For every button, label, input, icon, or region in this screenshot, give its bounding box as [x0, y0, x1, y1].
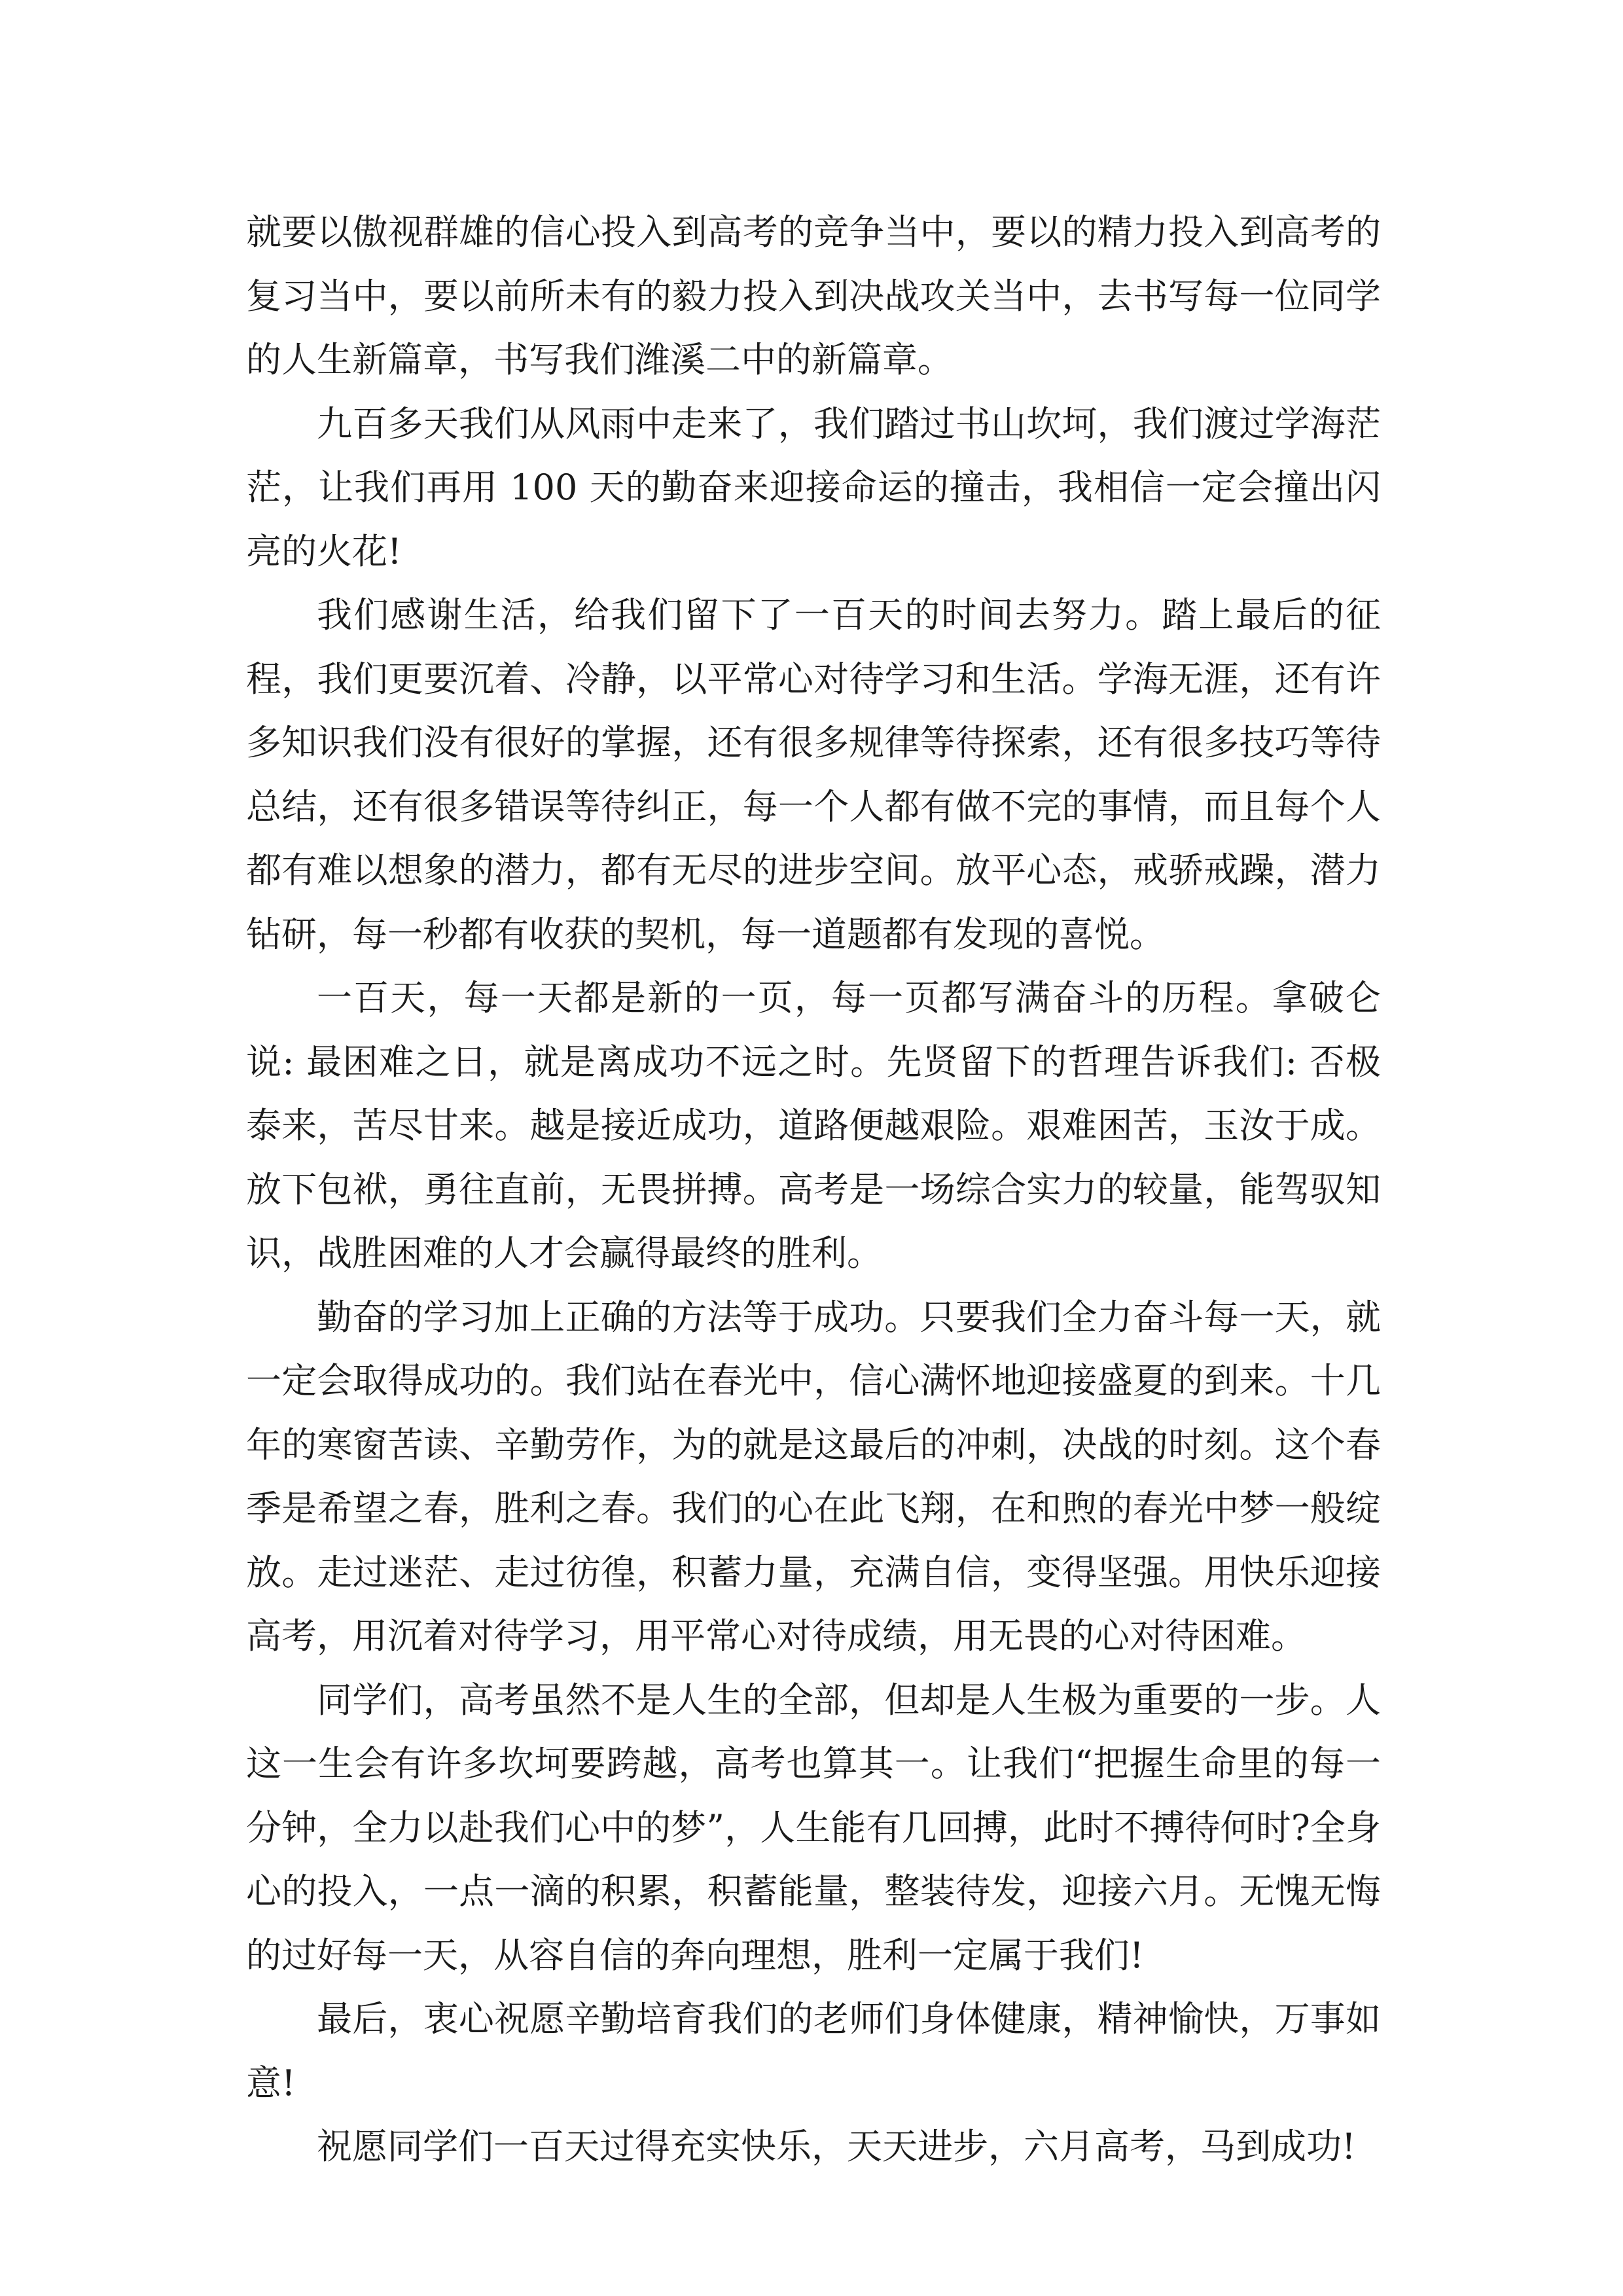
paragraph-8: 祝愿同学们一百天过得充实快乐，天天进步，六月高考，马到成功!	[317, 2126, 1356, 2167]
paragraph-6: 同学们，高考虽然不是人生的全部，但却是人生极为重要的一步。人这一生会有许多坎坷要跨越，高考也算其一。让我们“把握生命里的每一分钟，全力以赴我们心中的梦”，人生能有几回搏，此时不搏待何时?全身心的投入，一点一滴的积累，积蓄能量，整装待发，迎接六月。无愧无悔的过好每一天，从容自信的奔向理想，胜利一定属于我们!	[246, 1679, 1381, 1976]
paragraph-2: 九百多天我们从风雨中走来了，我们踏过书山坎坷，我们渡过学海茫茫，让我们再用 100 天的勤奋来迎接命运的撞击，我相信一定会撞出闪亮的火花!	[246, 403, 1381, 572]
paragraph-3: 我们感谢生活，给我们留下了一百天的时间去努力。踏上最后的征程，我们更要沉着、冷静，以平常心对待学习和生活。学海无涯，还有许多知识我们没有很好的掌握，还有很多规律等待探索，还有很多技巧等待总结，还有很多错误等待纠正，每一个人都有做不完的事情，而且每个人都有难以想象的潜力，都有无尽的进步空间。放平心态，戒骄戒躁，潜力钻研，每一秒都有收获的契机，每一道题都有发现的喜悦。	[246, 594, 1381, 955]
paragraph-7: 最后，衷心祝愿辛勤培育我们的老师们身体健康，精神愉快，万事如意!	[246, 1998, 1381, 2104]
document-body	[246, 200, 1381, 2179]
paragraph-1: 就要以傲视群雄的信心投入到高考的竞争当中，要以的精力投入到高考的复习当中，要以前所未有的毅力投入到决战攻关当中，去书写每一位同学的人生新篇章，书写我们潍溪二中的新篇章。	[246, 211, 1381, 380]
paragraph-5: 勤奋的学习加上正确的方法等于成功。只要我们全力奋斗每一天，就一定会取得成功的。我们站在春光中，信心满怀地迎接盛夏的到来。十几年的寒窗苦读、辛勤劳作，为的就是这最后的冲刺，决战的时刻。这个春季是希望之春，胜利之春。我们的心在此飞翔，在和煦的春光中梦一般绽放。走过迷茫、走过彷徨，积蓄力量，充满自信，变得坚强。用快乐迎接高考，用沉着对待学习，用平常心对待成绩，用无畏的心对待困难。	[246, 1296, 1381, 1657]
paragraph-4: 一百天，每一天都是新的一页，每一页都写满奋斗的历程。拿破仑说: 最困难之日，就是离成功不远之时。先贤留下的哲理告诉我们: 否极泰来，苦尽甘来。越是接近成功，道路便越艰险。艰难困苦，玉汝于成。放下包袱，勇往直前，无畏拼搏。高考是一场综合实力的较量，能驾驭知识，战胜困难的人才会赢得最终的胜利。	[246, 977, 1381, 1274]
